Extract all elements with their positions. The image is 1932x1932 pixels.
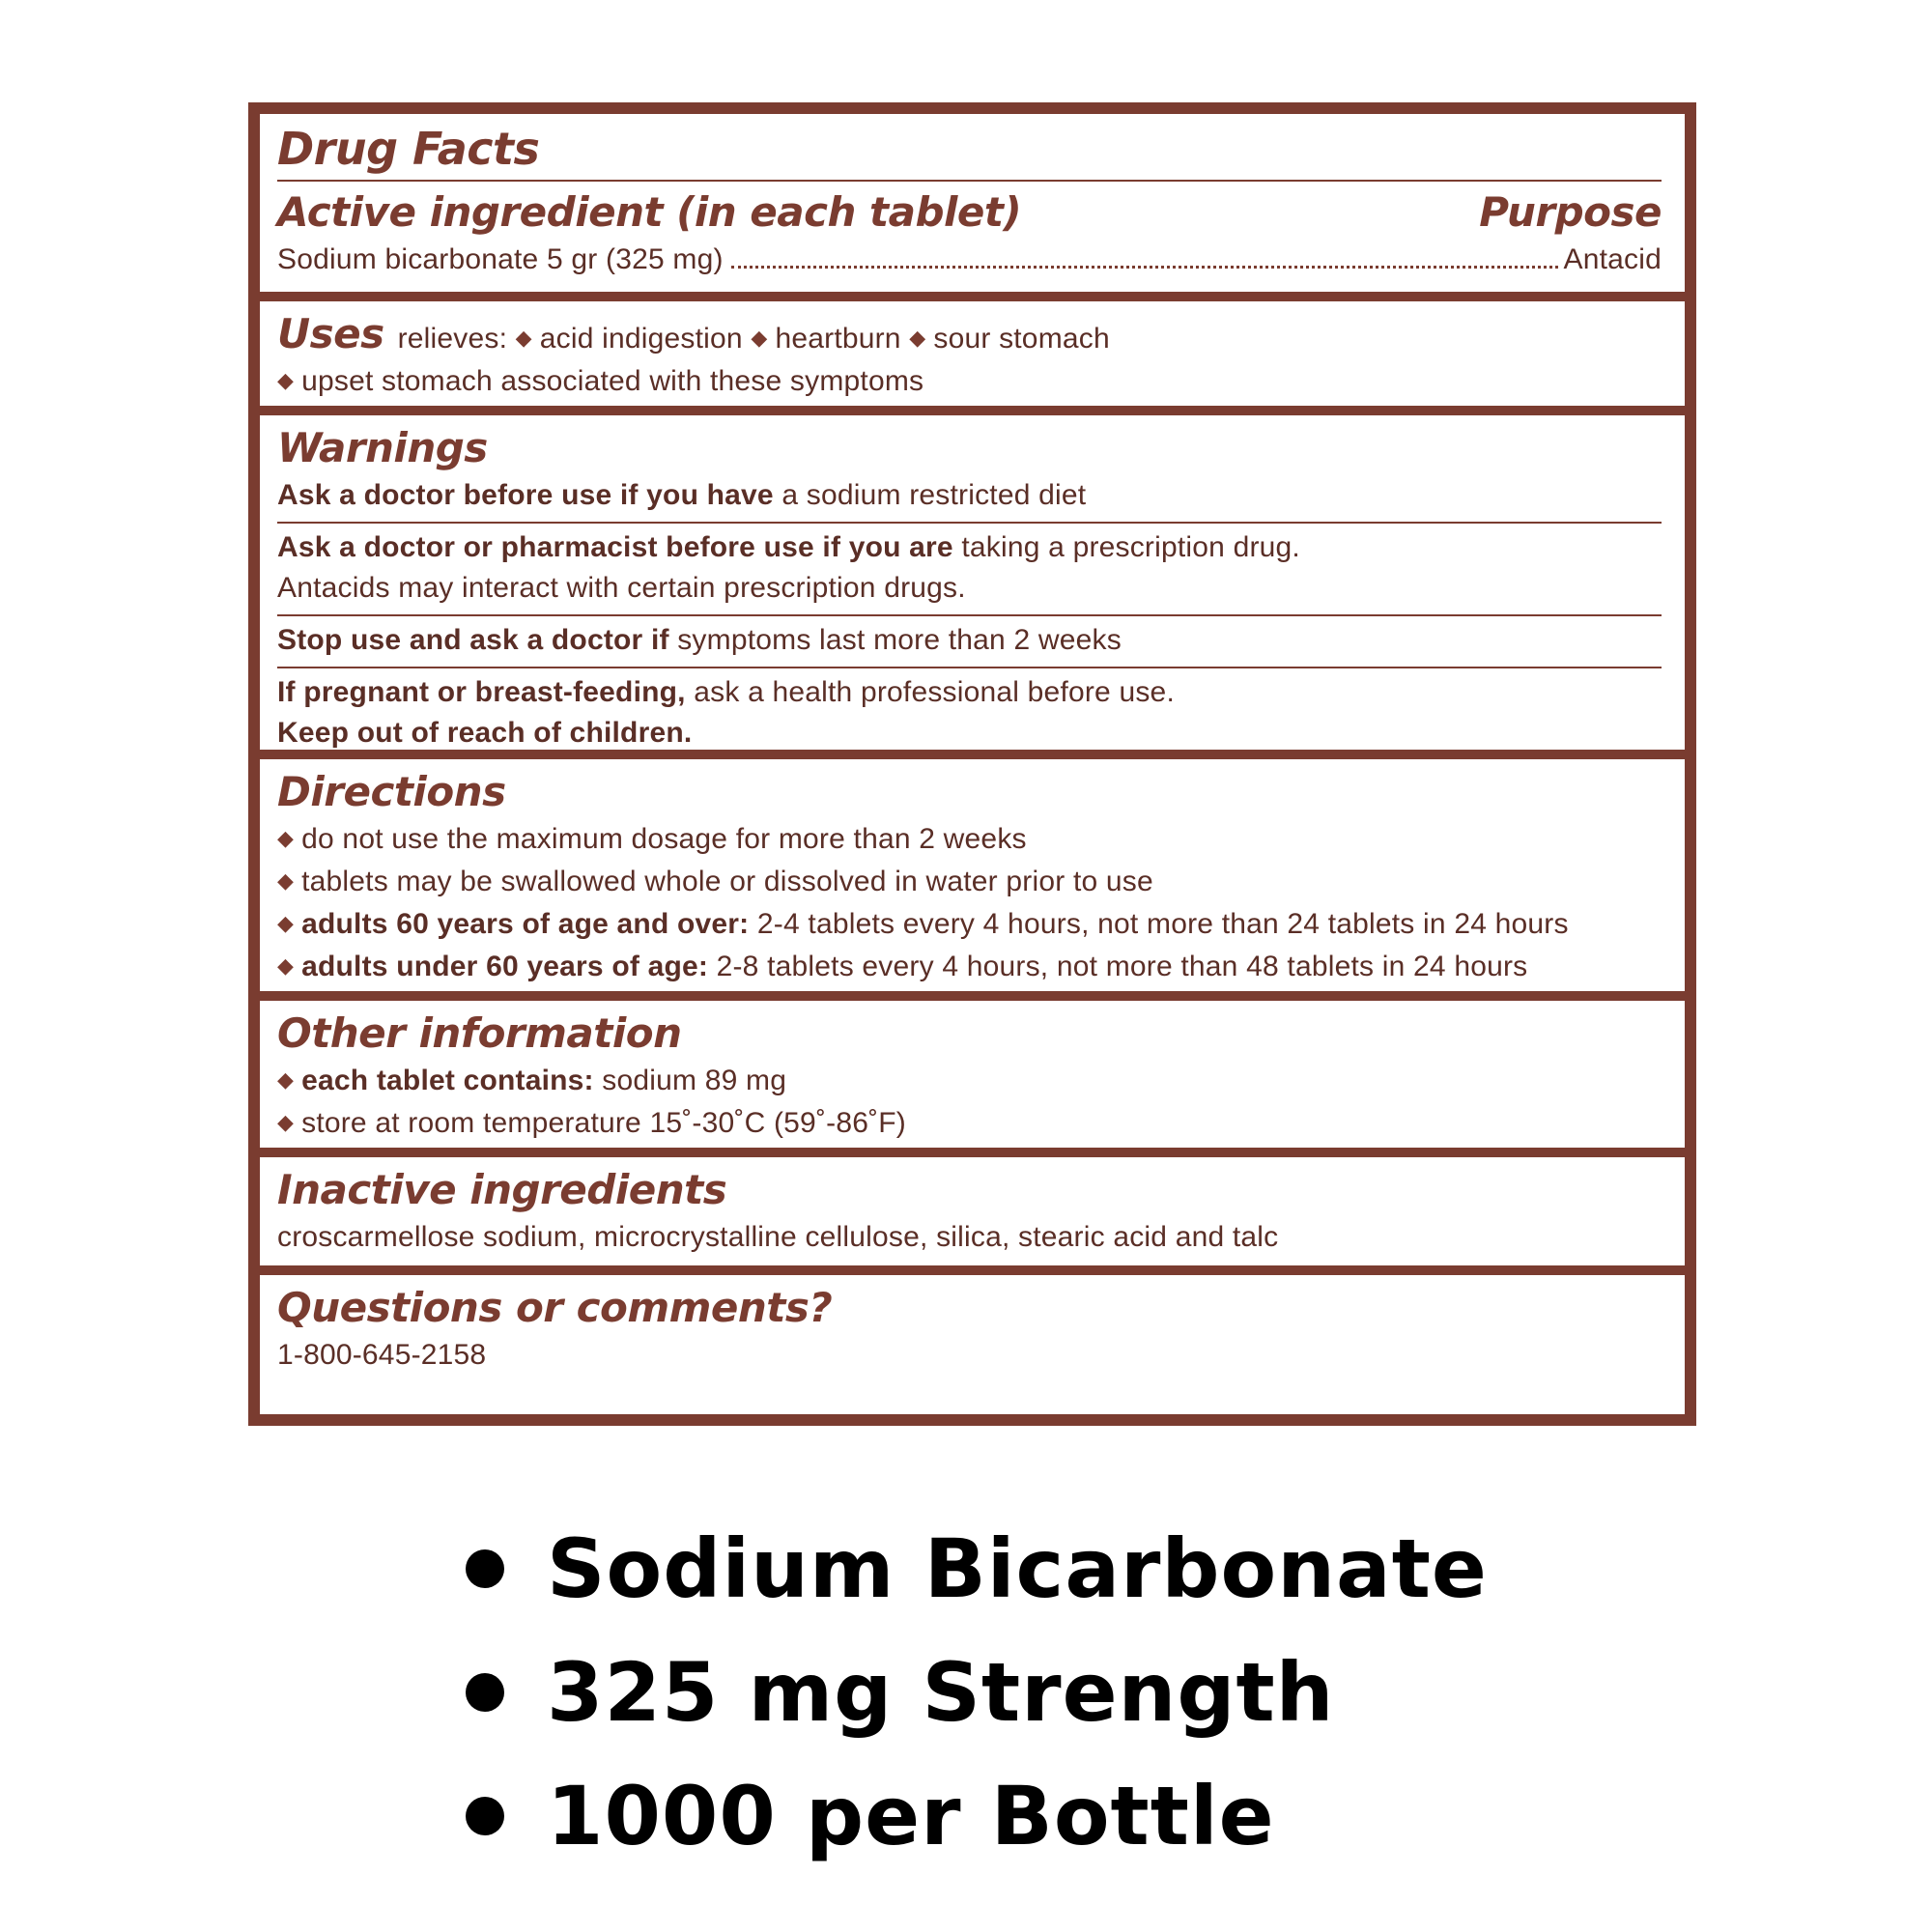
questions-section xyxy=(260,1275,1685,1414)
bullet-icon: ◆ xyxy=(515,326,532,350)
inactive-ingredients-section xyxy=(260,1157,1685,1265)
bullet-icon: ◆ xyxy=(277,911,295,935)
direction-item: ◆ adults under 60 years of age: 2-8 tablets every 4 hours, not more than 48 tablets in 24 hours xyxy=(277,951,1528,982)
bullet-icon: ◆ xyxy=(909,326,926,350)
other-information-heading: Other information xyxy=(277,1009,682,1057)
uses-section xyxy=(260,301,1685,406)
inactive-ingredients-text: croscarmellose sodium, microcrystalline cellulose, silica, stearic acid and talc xyxy=(277,1221,1279,1253)
bullet-icon: ◆ xyxy=(277,868,295,893)
uses-intro: relieves: ◆ acid indigestion ◆ heartburn ◆ sour stomach xyxy=(397,323,1110,355)
other-item: ◆ each tablet contains: sodium 89 mg xyxy=(277,1065,787,1096)
warning-line: Ask a doctor before use if you have a sodium restricted diet xyxy=(277,479,1087,511)
warning-line: Keep out of reach of children. xyxy=(277,717,693,749)
phone-number: 1-800-645-2158 xyxy=(277,1339,487,1371)
uses-item: ◆ upset stomach associated with these symptoms xyxy=(277,365,924,397)
feature-text: 325 mg Strength xyxy=(547,1645,1335,1740)
feature-list xyxy=(466,1507,1488,1878)
divider xyxy=(277,667,1662,668)
bullet-icon xyxy=(466,1797,504,1835)
bullet-icon: ◆ xyxy=(277,1067,295,1092)
directions-section xyxy=(260,759,1685,991)
questions-heading: Questions or comments? xyxy=(277,1284,833,1331)
other-information-section xyxy=(260,1001,1685,1148)
inactive-ingredients-heading: Inactive ingredients xyxy=(277,1166,727,1213)
active-ingredient-section xyxy=(260,114,1685,292)
feature-item xyxy=(466,1507,1488,1631)
divider xyxy=(277,522,1662,524)
direction-item: ◆ do not use the maximum dosage for more than 2 weeks xyxy=(277,823,1027,855)
divider xyxy=(277,180,1662,182)
active-ingredient-heading: Active ingredient (in each tablet) xyxy=(277,188,1022,236)
warnings-heading: Warnings xyxy=(277,424,488,471)
active-header-row xyxy=(277,185,1662,240)
warning-line: Stop use and ask a doctor if symptoms last more than 2 weeks xyxy=(277,624,1122,656)
feature-text: Sodium Bicarbonate xyxy=(547,1521,1488,1616)
warning-line: Ask a doctor or pharmacist before use if you are taking a prescription drug. xyxy=(277,531,1300,563)
bullet-icon xyxy=(466,1549,504,1588)
purpose-heading: Purpose xyxy=(1479,188,1662,236)
bullet-icon: ◆ xyxy=(277,368,295,392)
bullet-icon: ◆ xyxy=(277,953,295,978)
bullet-icon: ◆ xyxy=(277,1110,295,1134)
bullet-icon: ◆ xyxy=(277,826,295,850)
direction-item: ◆ adults 60 years of age and over: 2-4 tablets every 4 hours, not more than 24 tablets in 24 hours xyxy=(277,908,1569,940)
warnings-section xyxy=(260,415,1685,750)
feature-item xyxy=(466,1754,1488,1878)
ingredient-text: Sodium bicarbonate 5 gr (325 mg) xyxy=(277,243,724,275)
warning-line: Antacids may interact with certain prescription drugs. xyxy=(277,572,966,604)
drug-facts-label xyxy=(248,102,1696,1426)
divider xyxy=(277,614,1662,616)
feature-text: 1000 per Bottle xyxy=(547,1769,1275,1863)
directions-heading: Directions xyxy=(277,768,506,815)
other-item: ◆ store at room temperature 15˚-30˚C (59˚-86˚F) xyxy=(277,1107,906,1139)
bullet-icon xyxy=(466,1673,504,1712)
ingredient-row xyxy=(277,240,1662,280)
dot-leader xyxy=(731,266,1558,269)
bullet-icon: ◆ xyxy=(751,326,768,350)
drug-facts-title: Drug Facts xyxy=(277,123,540,175)
warning-line: If pregnant or breast-feeding, ask a health professional before use. xyxy=(277,676,1175,708)
direction-item: ◆ tablets may be swallowed whole or dissolved in water prior to use xyxy=(277,866,1153,897)
feature-item xyxy=(466,1631,1488,1754)
purpose-text: Antacid xyxy=(1563,243,1662,275)
uses-heading: Uses xyxy=(277,310,384,357)
